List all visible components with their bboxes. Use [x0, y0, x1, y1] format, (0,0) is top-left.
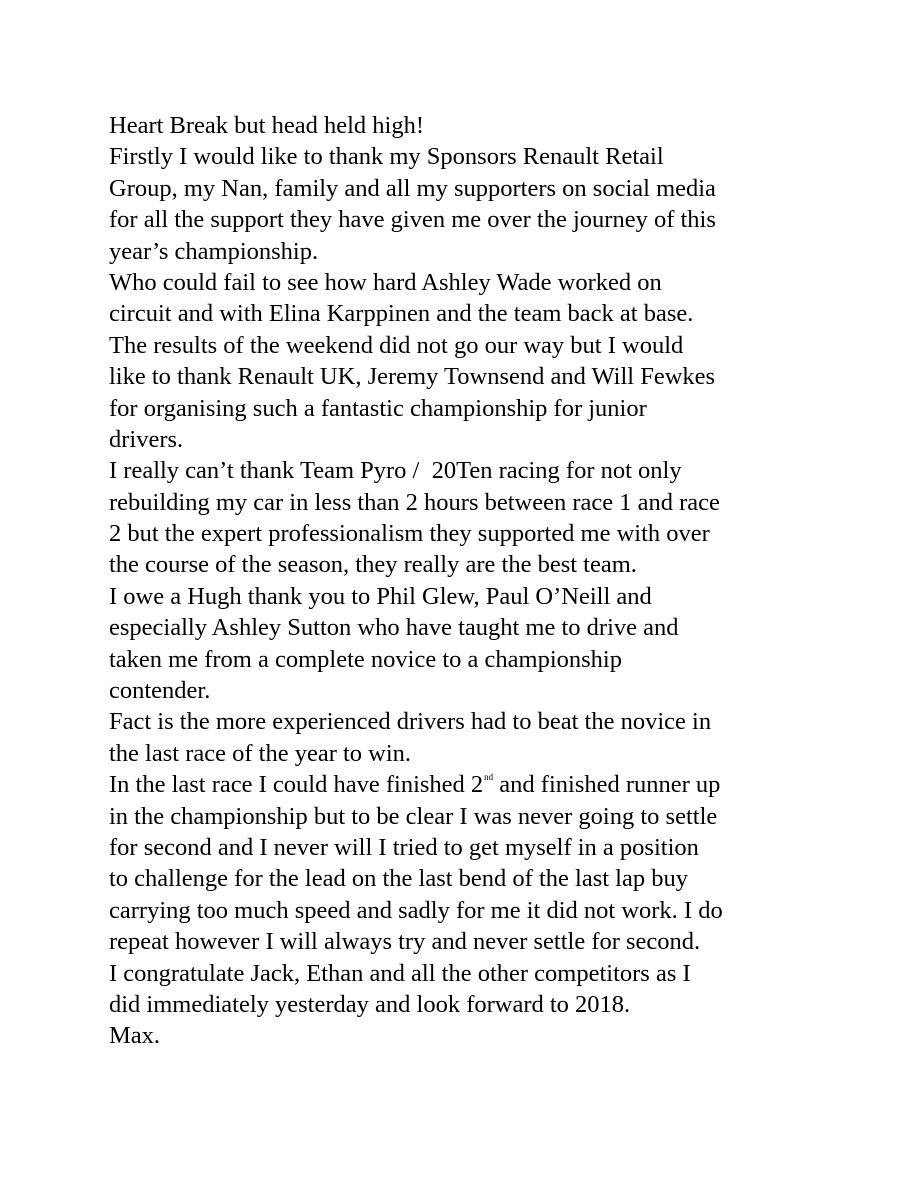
letter-body — [109, 110, 799, 1052]
text-line: Firstly I would like to thank my Sponsors Renault Retail — [109, 143, 664, 171]
text-line: Group, my Nan, family and all my supporters on social media — [109, 174, 716, 202]
text-line: contender. — [109, 677, 211, 705]
text-line: especially Ashley Sutton who have taught me to drive and — [109, 614, 679, 642]
text-line: drivers. — [109, 425, 184, 453]
signature: Max. — [109, 1022, 161, 1050]
letter-title: Heart Break but head held high! — [109, 112, 424, 139]
text-line: in the championship but to be clear I was never going to settle — [109, 802, 718, 830]
text-line: repeat however I will always try and never settle for second. — [109, 928, 701, 956]
text-line: like to thank Renault UK, Jeremy Townsend and Will Fewkes — [109, 363, 716, 391]
ordinal-line-before: In the last race I could have finished 2 — [109, 771, 484, 799]
text-line: I really can’t thank Team Pyro / 20Ten racing for not only — [109, 457, 682, 485]
text-line: the course of the season, they really are the best team. — [109, 551, 637, 579]
text-line: rebuilding my car in less than 2 hours between race 1 and race — [109, 488, 720, 516]
ordinal-line-after: and finished runner up — [493, 771, 721, 799]
text-line: Fact is the more experienced drivers had to beat the novice in — [109, 708, 712, 736]
text-line: 2 but the expert professionalism they supported me with over — [109, 520, 710, 548]
text-line: to challenge for the lead on the last bend of the last lap buy — [109, 865, 688, 893]
text-line: for all the support they have given me over the journey of this — [109, 206, 716, 234]
text-line: The results of the weekend did not go our way but I would — [109, 331, 684, 359]
text-line: did immediately yesterday and look forward to 2018. — [109, 990, 631, 1018]
text-line: for second and I never will I tried to get myself in a position — [109, 833, 699, 861]
text-line: for organising such a fantastic championship for junior — [109, 394, 647, 422]
text-line: I congratulate Jack, Ethan and all the other competitors as I — [109, 959, 691, 987]
text-line: carrying too much speed and sadly for me it did not work. I do — [109, 896, 723, 924]
text-line: circuit and with Elina Karppinen and the team back at base. — [109, 300, 694, 328]
text-line: year’s championship. — [109, 237, 319, 265]
text-line: the last race of the year to win. — [109, 739, 412, 767]
ordinal-text-line — [109, 769, 799, 800]
text-line: taken me from a complete novice to a championship — [109, 645, 622, 673]
text-line: I owe a Hugh thank you to Phil Glew, Paul O’Neill and — [109, 582, 652, 610]
ordinal-superscript: nd — [484, 772, 494, 783]
text-line: Who could fail to see how hard Ashley Wade worked on — [109, 268, 662, 296]
